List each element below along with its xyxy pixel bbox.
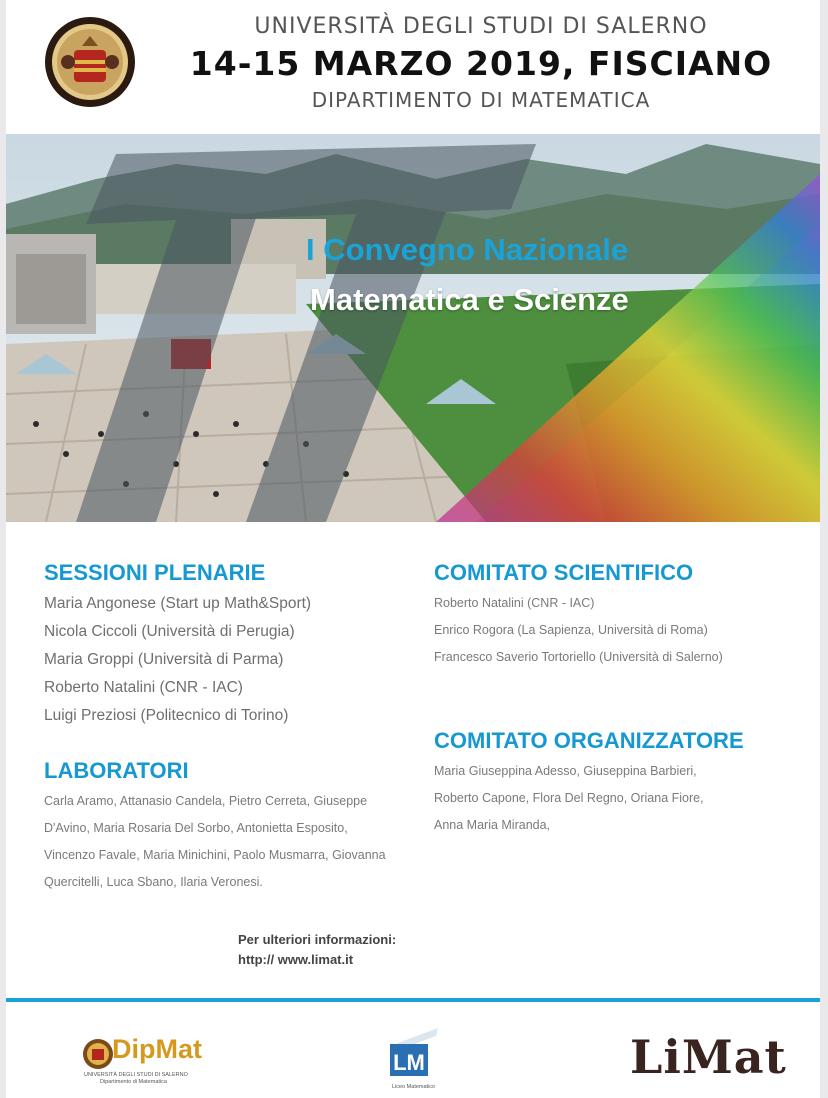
dipmat-logo — [82, 1032, 202, 1088]
laboratori-list — [44, 788, 396, 896]
svg-text:LM: LM — [393, 1050, 425, 1075]
speaker-item: Luigi Preziosi (Politecnico di Torino) — [44, 707, 289, 724]
dipmat-wordmark: DipMat — [112, 1034, 202, 1064]
footer-divider — [6, 998, 820, 1002]
liceo-matematico-logo — [386, 1026, 442, 1094]
laboratori-line: Carla Aramo, Attanasio Candela, Pietro Cerreta, Giuseppe — [44, 794, 368, 808]
committee-member: Enrico Rogora (La Sapienza, Università di Roma) — [434, 623, 708, 637]
organizer-line: Maria Giuseppina Adesso, Giuseppina Barbieri, — [434, 764, 697, 778]
lm-caption: Liceo Matematico — [392, 1084, 436, 1090]
dipmat-caption-2: Dipartimento di Matematica — [100, 1079, 167, 1085]
comitato-organizzatore-heading: COMITATO ORGANIZZATORE — [434, 728, 744, 753]
sessioni-plenarie-heading: SESSIONI PLENARIE — [44, 560, 266, 585]
laboratori-line: Vincenzo Favale, Maria Minichini, Paolo Musmarra, Giovanna — [44, 848, 386, 862]
poster — [6, 0, 820, 1098]
comitato-scientifico-list — [434, 590, 723, 671]
dipmat-seal-icon — [82, 1038, 114, 1070]
sessioni-plenarie-list — [44, 590, 311, 730]
conference-title: I Convegno Nazionale — [306, 232, 629, 267]
university-name: UNIVERSITÀ DEGLI STUDI DI SALERNO — [254, 14, 708, 39]
comitato-scientifico-heading: COMITATO SCIENTIFICO — [434, 560, 694, 585]
speaker-item: Maria Angonese (Start up Math&Sport) — [44, 595, 312, 612]
conference-subtitle: Matematica e Scienze — [310, 282, 629, 317]
organizer-line: Roberto Capone, Flora Del Regno, Oriana Fiore, — [434, 791, 704, 805]
speaker-item: Maria Groppi (Università di Parma) — [44, 651, 284, 668]
university-seal-logo — [44, 16, 136, 108]
laboratori-heading: LABORATORI — [44, 758, 189, 783]
lm-mark-icon — [386, 1026, 442, 1082]
event-date-place: 14-15 MARZO 2019, FISCIANO — [189, 44, 773, 83]
more-info — [238, 930, 396, 970]
committee-member: Francesco Saverio Tortoriello (Università di Salerno) — [434, 650, 723, 664]
speaker-item: Nicola Ciccoli (Università di Perugia) — [44, 623, 295, 640]
more-info-label: Per ulteriori informazioni: — [238, 932, 397, 947]
organizer-line: Anna Maria Miranda, — [434, 818, 551, 832]
laboratori-line: D'Avino, Maria Rosaria Del Sorbo, Antonietta Esposito, — [44, 821, 348, 835]
laboratori-line: Quercitelli, Luca Sbano, Ilaria Veronesi. — [44, 875, 263, 889]
limat-logo: LiMat — [630, 1030, 787, 1084]
committee-member: Roberto Natalini (CNR - IAC) — [434, 596, 595, 610]
campus-banner-image — [6, 134, 820, 522]
dipmat-caption: UNIVERSITÀ DEGLI STUDI DI SALERNO — [84, 1072, 188, 1078]
website-link[interactable]: http:// www.limat.it — [238, 952, 354, 967]
speaker-item: Roberto Natalini (CNR - IAC) — [44, 679, 243, 696]
comitato-organizzatore-list — [434, 758, 704, 839]
department-name: DIPARTIMENTO DI MATEMATICA — [311, 88, 651, 112]
